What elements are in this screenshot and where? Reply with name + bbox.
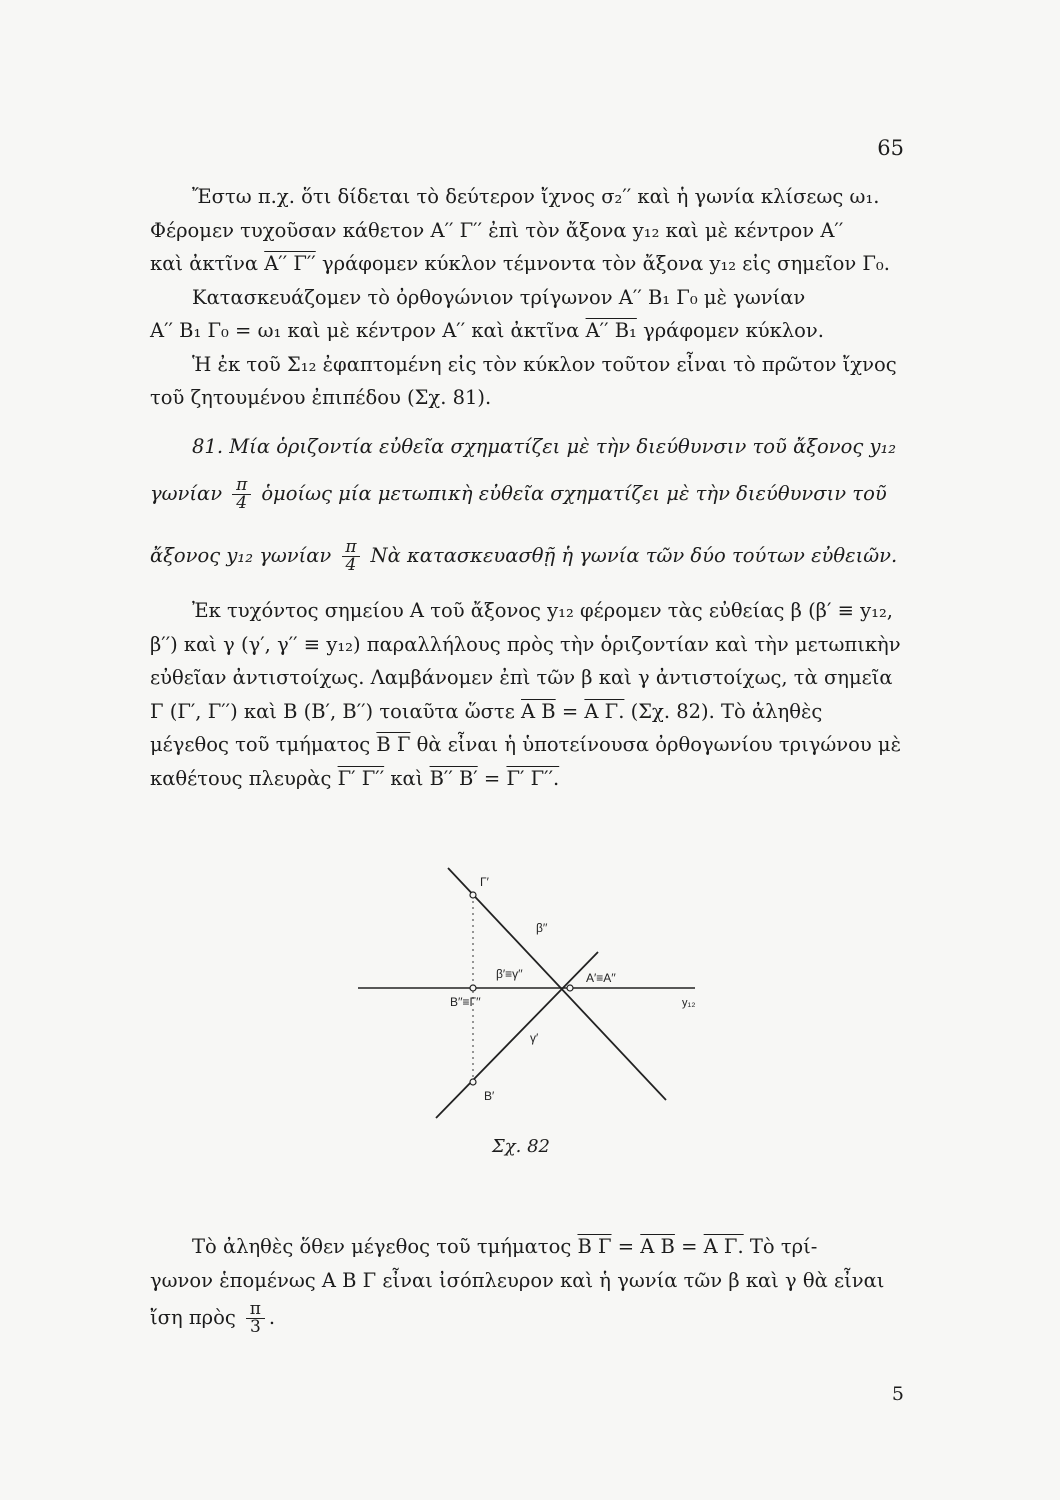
text-segment: = xyxy=(681,1235,698,1258)
label-axis: y₁₂ xyxy=(682,997,696,1009)
fraction-pi-over-4 xyxy=(232,477,251,512)
text-segment: θὰ εἶναι ἡ ὑποτείνουσα ὀρθογωνίου τριγώνου μὲ xyxy=(416,733,902,756)
paragraph-construction xyxy=(150,594,906,795)
fraction-denominator: 4 xyxy=(342,556,361,574)
text-line: τοῦ ζητουμένου ἐπιπέδου (Σχ. 81). xyxy=(150,386,492,409)
segment-overline: Β Γ xyxy=(376,733,411,756)
text-segment: = xyxy=(483,766,501,790)
fraction-numerator: π xyxy=(345,537,357,557)
segment-overline: Α Γ. xyxy=(584,699,625,723)
segment-overline: Α Γ. xyxy=(703,1235,744,1258)
text-line: γωνον ἑπομένως Α Β Γ εἶναι ἰσόπλευρον καὶ ἡ γωνία τῶν β καὶ γ θὰ εἶναι xyxy=(150,1268,885,1292)
text-segment: (Σχ. 82). Τὸ ἀληθὲς xyxy=(630,699,823,723)
text-segment: = xyxy=(561,699,579,723)
fraction-pi-over-3 xyxy=(246,1301,265,1336)
text-line: β′′) καὶ γ (γ′, γ′′ ≡ y₁₂) παραλλήλους πρὸς τὴν ὁριζοντίαν καὶ τὴν μετωπικὴν xyxy=(150,632,901,656)
text-line: εὐθεῖαν ἀντιστοίχως. Λαμβάνομεν ἐπὶ τῶν β καὶ γ ἀντιστοίχως, τὰ σημεῖα xyxy=(150,666,893,689)
text-line xyxy=(150,1230,906,1264)
segment-overline: Α′′ Β₁ xyxy=(585,319,637,342)
paragraph-conclusion xyxy=(150,1230,906,1336)
segment-overline: Γ′ Γ′′ xyxy=(337,766,385,790)
text-segment: γωνίαν xyxy=(150,482,223,505)
fraction-numerator: π xyxy=(249,1299,261,1319)
text-segment: καὶ xyxy=(390,766,424,790)
text-segment: Γ (Γ′, Γ′′) καὶ Β (Β′, Β′′) τοιαῦτα ὥστε xyxy=(150,699,515,723)
segment-overline: Α′′ Γ′′ xyxy=(264,252,316,275)
segment-overline: Γ′ Γ′′. xyxy=(506,766,560,790)
text-segment: γράφομεν κύκλον. xyxy=(643,319,824,342)
text-line xyxy=(150,247,906,281)
text-segment: καθέτους πλευρὰς xyxy=(150,766,332,790)
fraction-denominator: 3 xyxy=(246,1318,265,1336)
fraction-denominator: 4 xyxy=(232,494,251,512)
segment-overline: Α Β xyxy=(521,699,556,723)
label-beta-double-prime: β′′ xyxy=(536,921,548,935)
text-segment: μέγεθος τοῦ τμήματος xyxy=(150,733,371,756)
fraction-pi-over-4 xyxy=(342,539,361,574)
text-segment: γράφομεν κύκλον τέμνοντα τὸν ἄξονα y₁₂ εἰς σημεῖον Γ₀. xyxy=(321,252,890,275)
theorem-line: 81. Μία ὁριζοντία εὐθεῖα σχηματίζει μὲ τὴν διεύθυνσιν τοῦ ἄξονος y₁₂ xyxy=(192,435,897,458)
text-segment: ὁμοίως μία μετωπικὴ εὐθεῖα σχηματίζει μὲ τὴν διεύθυνσιν τοῦ xyxy=(261,482,887,505)
text-segment: Τὸ τρί- xyxy=(749,1235,818,1258)
figure-caption: Σχ. 82 xyxy=(492,1136,550,1157)
page-number: 65 xyxy=(877,136,904,160)
label-b-gamma: Β′′≡Γ′′ xyxy=(450,995,481,1009)
point-b-gamma xyxy=(470,985,476,991)
text-line xyxy=(150,695,906,729)
label-gamma-line: γ′ xyxy=(530,1031,539,1045)
label-a: Α′≡Α′′ xyxy=(586,971,616,985)
text-segment: ἴση πρὸς xyxy=(150,1306,236,1329)
text-line xyxy=(150,762,906,796)
text-line: Ἔστω π.χ. ὅτι δίδεται τὸ δεύτερον ἴχνος σ₂′′ καὶ ἡ γωνία κλίσεως ω₁. xyxy=(192,185,880,208)
theorem-line xyxy=(150,477,887,512)
text-segment: ἄξονος y₁₂ γωνίαν xyxy=(150,544,332,567)
text-segment: Α′′ Β₁ Γ₀ = ω₁ καὶ μὲ κέντρον Α′′ καὶ ἀκτῖνα xyxy=(150,319,580,342)
point-a xyxy=(567,985,573,991)
fraction-numerator: π xyxy=(236,475,248,495)
text-segment: Νὰ κατασκευασθῇ ἡ γωνία τῶν δύο τούτων εὐθειῶν. xyxy=(370,544,898,567)
text-line: Ἡ ἐκ τοῦ Σ₁₂ ἐφαπτομένη εἰς τὸν κύκλον τοῦτον εἶναι τὸ πρῶτον ἴχνος xyxy=(192,352,897,376)
text-line: Φέρομεν τυχοῦσαν κάθετον Α′′ Γ′′ ἐπὶ τὸν ἄξονα y₁₂ καὶ μὲ κέντρον Α′′ xyxy=(150,218,844,242)
text-segment: = xyxy=(617,1235,635,1258)
text-line xyxy=(150,728,906,762)
text-line xyxy=(150,314,906,348)
line-beta-double-prime xyxy=(448,868,666,1100)
text-line: Ἐκ τυχόντος σημείου Α τοῦ ἄξονος y₁₂ φέρομεν τὰς εὐθείας β (β′ ≡ y₁₂, xyxy=(192,599,893,622)
signature-mark: 5 xyxy=(891,1383,904,1405)
label-b-prime: Β′ xyxy=(484,1089,495,1103)
text-segment: Τὸ ἀληθὲς ὅθεν μέγεθος τοῦ τμήματος xyxy=(192,1235,572,1258)
text-segment: καὶ ἀκτῖνα xyxy=(150,252,259,275)
label-gamma-prime: Γ′ xyxy=(480,875,489,889)
point-b-prime xyxy=(470,1079,476,1085)
text-line: Κατασκευάζομεν τὸ ὀρθογώνιον τρίγωνον Α′′ Β₁ Γ₀ μὲ γωνίαν xyxy=(192,285,806,309)
figure-82 xyxy=(340,860,720,1130)
segment-overline: Β′′ Β′ xyxy=(429,766,478,790)
label-beta-gamma: β′≡γ′′ xyxy=(496,967,523,981)
segment-overline: Α Β xyxy=(640,1235,675,1258)
text-line: ἴση πρὸς $\frac{\pi}{3}$ . xyxy=(150,1299,276,1337)
paragraph-intro xyxy=(150,180,906,415)
theorem-line xyxy=(150,539,897,574)
segment-overline: Β Γ xyxy=(577,1235,612,1258)
point-gamma-prime xyxy=(470,892,476,898)
